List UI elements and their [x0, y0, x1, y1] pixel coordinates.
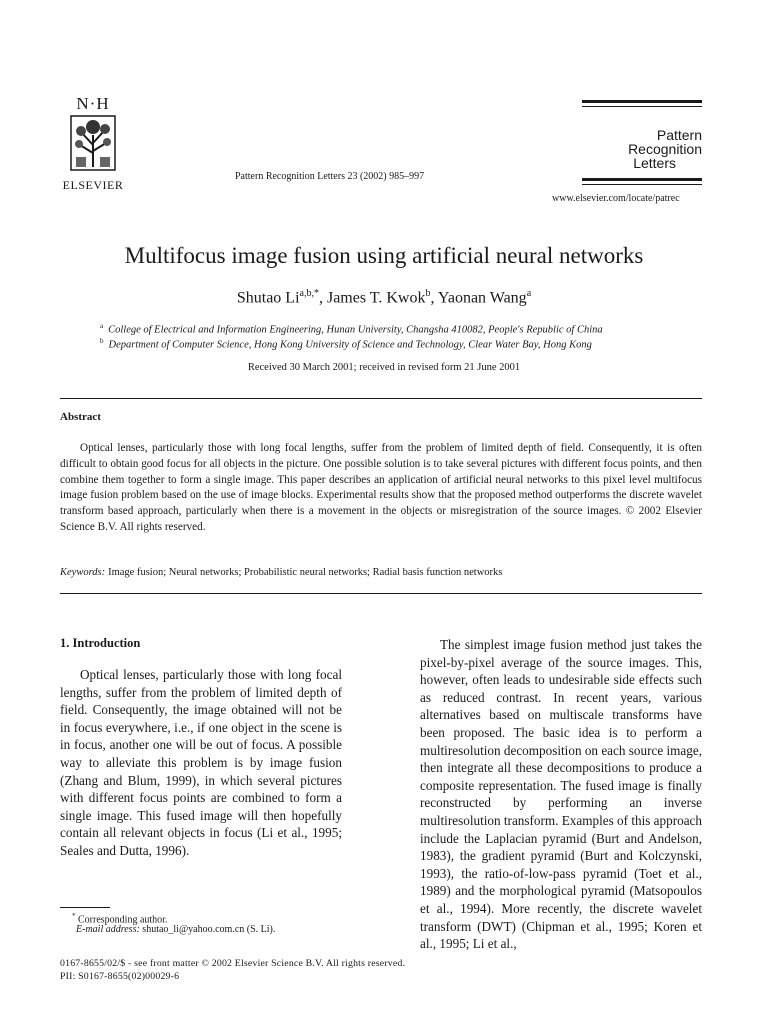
author-affil-mark: b	[425, 288, 431, 299]
journal-url[interactable]: www.elsevier.com/locate/patrec	[552, 193, 680, 204]
logo-nh-text: N·H	[76, 94, 110, 113]
front-matter-line: 0167-8655/02/$ - see front matter © 2002 Elsevier Science B.V. All rights reserved.	[60, 958, 406, 969]
affiliation-b	[100, 337, 592, 351]
email-label: E-mail address:	[76, 924, 140, 935]
journal-brand	[580, 128, 702, 170]
intro-paragraph-left: Optical lenses, particularly those with long focal lengths, suffer from the problem of limited depth of field. Consequently, the image obtained will not be in focus everywhere, i.e., if one object in the scene is in focus, another one will be out of focus. A possible way to alleviate this problem is by image fusion (Zhang and Blum, 1999), in which several pictures with different focus points are combined to form a single image. This fused image will then hopefully contain all relevant objects in focus (Li et al., 1995; Seales and Dutta, 1996).	[60, 667, 342, 858]
elsevier-logo	[58, 95, 128, 193]
brand-line-2: Letters	[633, 155, 676, 171]
elsevier-tree-icon	[70, 115, 116, 171]
footnote-star: *	[72, 912, 76, 920]
author-affil-mark: a,b,*	[299, 288, 319, 299]
paper-title: Multifocus image fusion using artificial neural networks	[124, 243, 644, 268]
author-list	[0, 288, 768, 307]
author-separator: ,	[318, 289, 327, 307]
brand-rule-bottom-thick	[582, 178, 702, 181]
pii-line: PII: S0167-8655(02)00029-6	[60, 971, 180, 982]
abstract-divider-top	[60, 398, 702, 399]
author-separator: ,	[430, 289, 438, 307]
affiliation-text: Department of Computer Science, Hong Kong University of Science and Technology, Clear Water Bay, Hong Kong	[108, 339, 592, 351]
abstract-text: Optical lenses, particularly those with long focal lengths, suffer from the problem of limited depth of field. Consequently, it is often difficult to obtain good focus for all objects in the picture. One possible solution is to take several pictures with different focus points, and then combine them together to form a single image. This paper describes an application of artificial neural networks to this pixel level multifocus image fusion problem based on the use of image blocks. Experimental results show that the proposed method outperforms the discrete wavelet transform based approach, particularly when there is a movement in the objects or misregistration of the source images. © 2002 Elsevier Science B.V. All rights reserved.	[60, 442, 702, 533]
footnote-email	[60, 923, 275, 937]
author-name: Shutao Li	[236, 289, 300, 307]
affiliation-mark: a	[100, 322, 104, 330]
received-dates: Received 30 March 2001; received in revised form 21 June 2001	[247, 362, 521, 373]
abstract-divider-bottom	[60, 593, 702, 594]
affiliation-mark: b	[100, 337, 104, 345]
email-address[interactable]: shutao_li@yahoo.com.cn (S. Li).	[142, 924, 276, 935]
affiliation-a	[100, 322, 603, 336]
keywords-text: Image fusion; Neural networks; Probabilistic neural networks; Radial basis function networks	[108, 567, 503, 578]
brand-rule-top-thick	[582, 100, 702, 103]
abstract-heading: Abstract	[60, 411, 101, 423]
journal-reference: Pattern Recognition Letters 23 (2002) 985–997	[235, 171, 425, 182]
footnote-corresponding-text: Corresponding author.	[78, 914, 168, 926]
intro-paragraph-right: The simplest image fusion method just takes the pixel-by-pixel average of the source images. This, however, often leads to undesirable side effects such as reduced contrast. In recent years, various alternatives based on multiscale transforms have been proposed. The basic idea is to perform a multiresolution decomposition on each source image, then integrate all these decompositions to produce a composite representation. The fused image is finally reconstructed by performing an inverse multiresolution transform. Examples of this approach include the Laplacian pyramid (Burt and Andelson, 1983), the gradient pyramid (Burt and Kolczynski, 1993), the ratio-of-low-pass pyramid (Toet et al., 1989) and the morphological pyramid (Matsopoulos et al., 1994). More recently, the discrete wavelet transform (DWT) (Chipman et al., 1995; Koren et al., 1995; Li et al.,	[420, 637, 703, 952]
keywords-label: Keywords:	[60, 567, 106, 578]
author-name: Yaonan Wang	[437, 289, 527, 307]
author-affil-mark: a	[526, 288, 532, 299]
keywords	[60, 567, 502, 578]
footnote-rule	[60, 907, 110, 908]
brand-rule-bottom-thin	[582, 184, 702, 185]
logo-name: ELSEVIER	[62, 178, 124, 192]
brand-line-1: Pattern Recognition	[628, 127, 702, 157]
section-heading-introduction: 1. Introduction	[60, 636, 141, 650]
affiliation-text: College of Electrical and Information Engineering, Hunan University, Changsha 410082, People's Republic of China	[108, 324, 603, 336]
author-name: James T. Kwok	[326, 289, 426, 307]
brand-rule-top-thin	[582, 106, 702, 107]
